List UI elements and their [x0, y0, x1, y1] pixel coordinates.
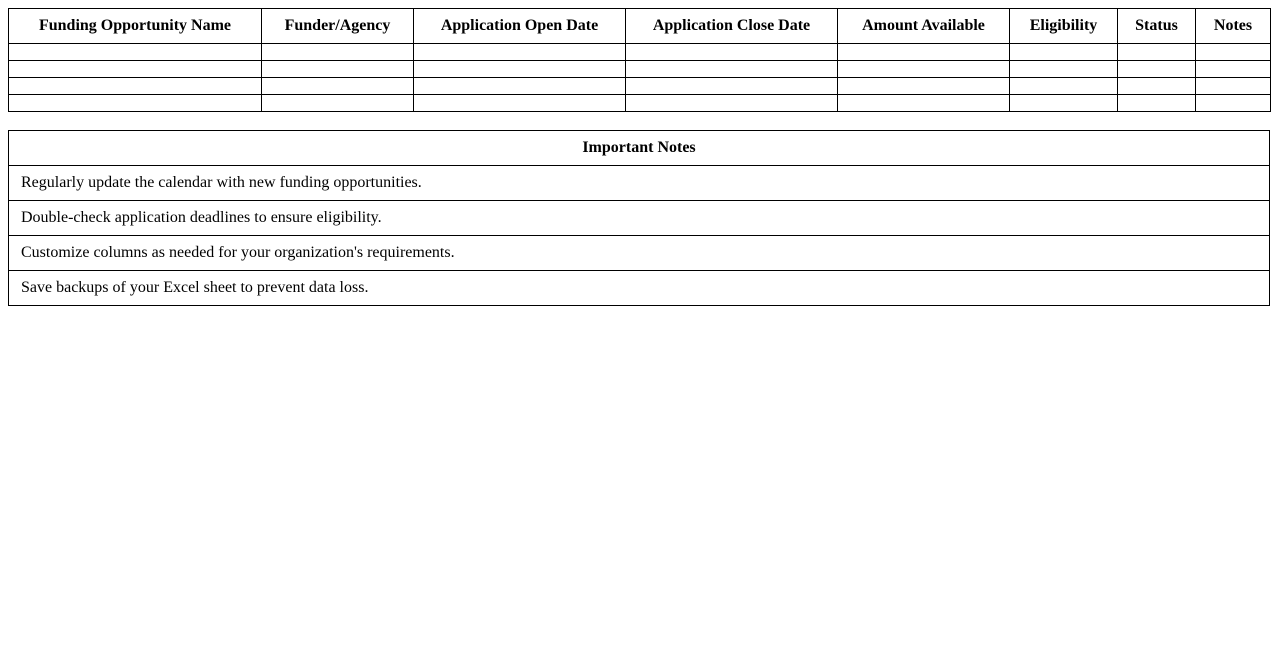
- note-item: Customize columns as needed for your organization's requirements.: [9, 236, 1270, 271]
- table-cell[interactable]: [262, 44, 414, 61]
- notes-title: Important Notes: [9, 131, 1270, 166]
- table-row: [9, 44, 1271, 61]
- table-cell[interactable]: [9, 78, 262, 95]
- table-cell[interactable]: [626, 95, 838, 112]
- table-cell[interactable]: [9, 61, 262, 78]
- table-cell[interactable]: [414, 61, 626, 78]
- notes-row: [9, 236, 1270, 271]
- table-cell[interactable]: [1118, 61, 1196, 78]
- note-item: Save backups of your Excel sheet to prevent data loss.: [9, 271, 1270, 306]
- table-cell[interactable]: [1118, 78, 1196, 95]
- notes-row: [9, 271, 1270, 306]
- table-cell[interactable]: [838, 44, 1010, 61]
- notes-header-row: [9, 131, 1270, 166]
- table-row: [9, 61, 1271, 78]
- table-cell[interactable]: [262, 61, 414, 78]
- column-header-status: Status: [1118, 9, 1196, 44]
- table-row: [9, 78, 1271, 95]
- table-cell[interactable]: [414, 95, 626, 112]
- column-header-amount-available: Amount Available: [838, 9, 1010, 44]
- table-cell[interactable]: [626, 78, 838, 95]
- table-cell[interactable]: [1010, 44, 1118, 61]
- table-cell[interactable]: [1196, 95, 1271, 112]
- column-header-eligibility: Eligibility: [1010, 9, 1118, 44]
- column-header-application-open-date: Application Open Date: [414, 9, 626, 44]
- column-header-notes: Notes: [1196, 9, 1271, 44]
- table-cell[interactable]: [262, 95, 414, 112]
- table-cell[interactable]: [1196, 78, 1271, 95]
- note-item: Regularly update the calendar with new funding opportunities.: [9, 166, 1270, 201]
- table-cell[interactable]: [838, 95, 1010, 112]
- column-header-funder-agency: Funder/Agency: [262, 9, 414, 44]
- table-cell[interactable]: [1010, 78, 1118, 95]
- table-header-row: [9, 9, 1271, 44]
- note-item: Double-check application deadlines to ensure eligibility.: [9, 201, 1270, 236]
- table-cell[interactable]: [1196, 44, 1271, 61]
- table-cell[interactable]: [838, 61, 1010, 78]
- notes-row: [9, 166, 1270, 201]
- table-cell[interactable]: [9, 44, 262, 61]
- table-cell[interactable]: [1118, 44, 1196, 61]
- table-cell[interactable]: [838, 78, 1010, 95]
- column-header-funding-opportunity-name: Funding Opportunity Name: [9, 9, 262, 44]
- important-notes-table: [8, 130, 1270, 306]
- notes-row: [9, 201, 1270, 236]
- table-cell[interactable]: [262, 78, 414, 95]
- table-row: [9, 95, 1271, 112]
- table-cell[interactable]: [1196, 61, 1271, 78]
- table-cell[interactable]: [414, 78, 626, 95]
- table-cell[interactable]: [414, 44, 626, 61]
- funding-calendar-table: [8, 8, 1271, 112]
- table-cell[interactable]: [1010, 61, 1118, 78]
- table-cell[interactable]: [9, 95, 262, 112]
- table-cell[interactable]: [1010, 95, 1118, 112]
- table-cell[interactable]: [626, 44, 838, 61]
- column-header-application-close-date: Application Close Date: [626, 9, 838, 44]
- table-cell[interactable]: [626, 61, 838, 78]
- table-cell[interactable]: [1118, 95, 1196, 112]
